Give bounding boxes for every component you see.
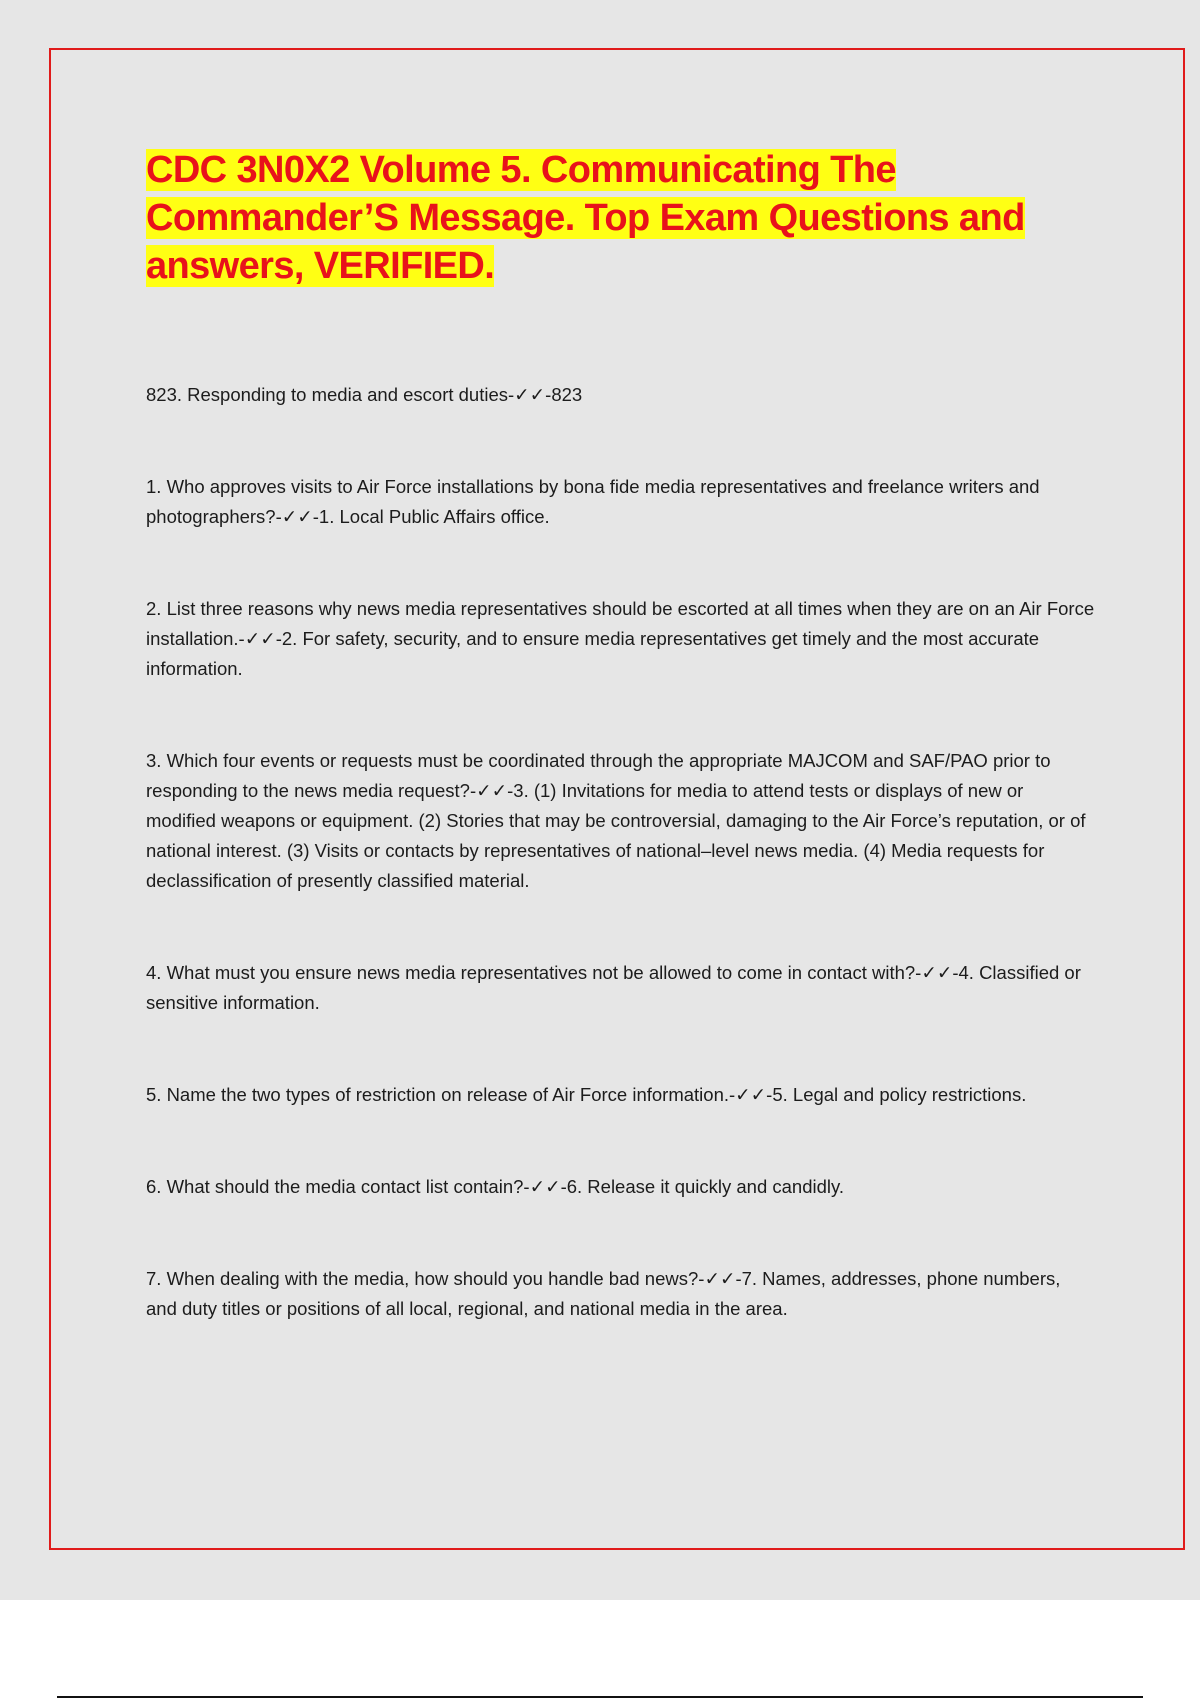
- document-title: [146, 146, 1096, 290]
- qa-item: 7. When dealing with the media, how should you handle bad news?-✓✓-7. Names, addresses, phone numbers, and duty titles or positions of all local, regional, and national media in the area.: [146, 1268, 1061, 1319]
- qa-item: 6. What should the media contact list contain?-✓✓-6. Release it quickly and candidly.: [146, 1176, 845, 1197]
- section-heading: 823. Responding to media and escort duties-✓✓-823: [146, 384, 583, 405]
- qa-item: 1. Who approves visits to Air Force installations by bona fide media representatives and freelance writers and photographers?-✓✓-1. Local Public Affairs office.: [146, 476, 1040, 527]
- qa-item: 4. What must you ensure news media representatives not be allowed to come in contact with?-✓✓-4. Classified or sensitive information.: [146, 962, 1081, 1013]
- title-highlight: CDC 3N0X2 Volume 5. Communicating The Commander’S Message. Top Exam Questions and answers, VERIFIED.: [146, 149, 1025, 287]
- qa-item: 2. List three reasons why news media representatives should be escorted at all times when they are on an Air Force installation.-✓✓-2. For safety, security, and to ensure media representatives get timely and the most accurate information.: [146, 598, 1095, 679]
- qa-item: 5. Name the two types of restriction on release of Air Force information.-✓✓-5. Legal and policy restrictions.: [146, 1084, 1027, 1105]
- footer-divider: [57, 1696, 1143, 1698]
- qa-item: 3. Which four events or requests must be coordinated through the appropriate MAJCOM and SAF/PAO prior to responding to the news media request?-✓✓-3. (1) Invitations for media to attend tests or displays of new or modified weapons or equipment. (2) Stories that may be controversial, damaging to the Air Force’s reputation, or of national interest. (3) Visits or contacts by representatives of national–level news media. (4) Media requests for declassification of presently classified material.: [146, 750, 1086, 891]
- qa-list: [146, 380, 1096, 1386]
